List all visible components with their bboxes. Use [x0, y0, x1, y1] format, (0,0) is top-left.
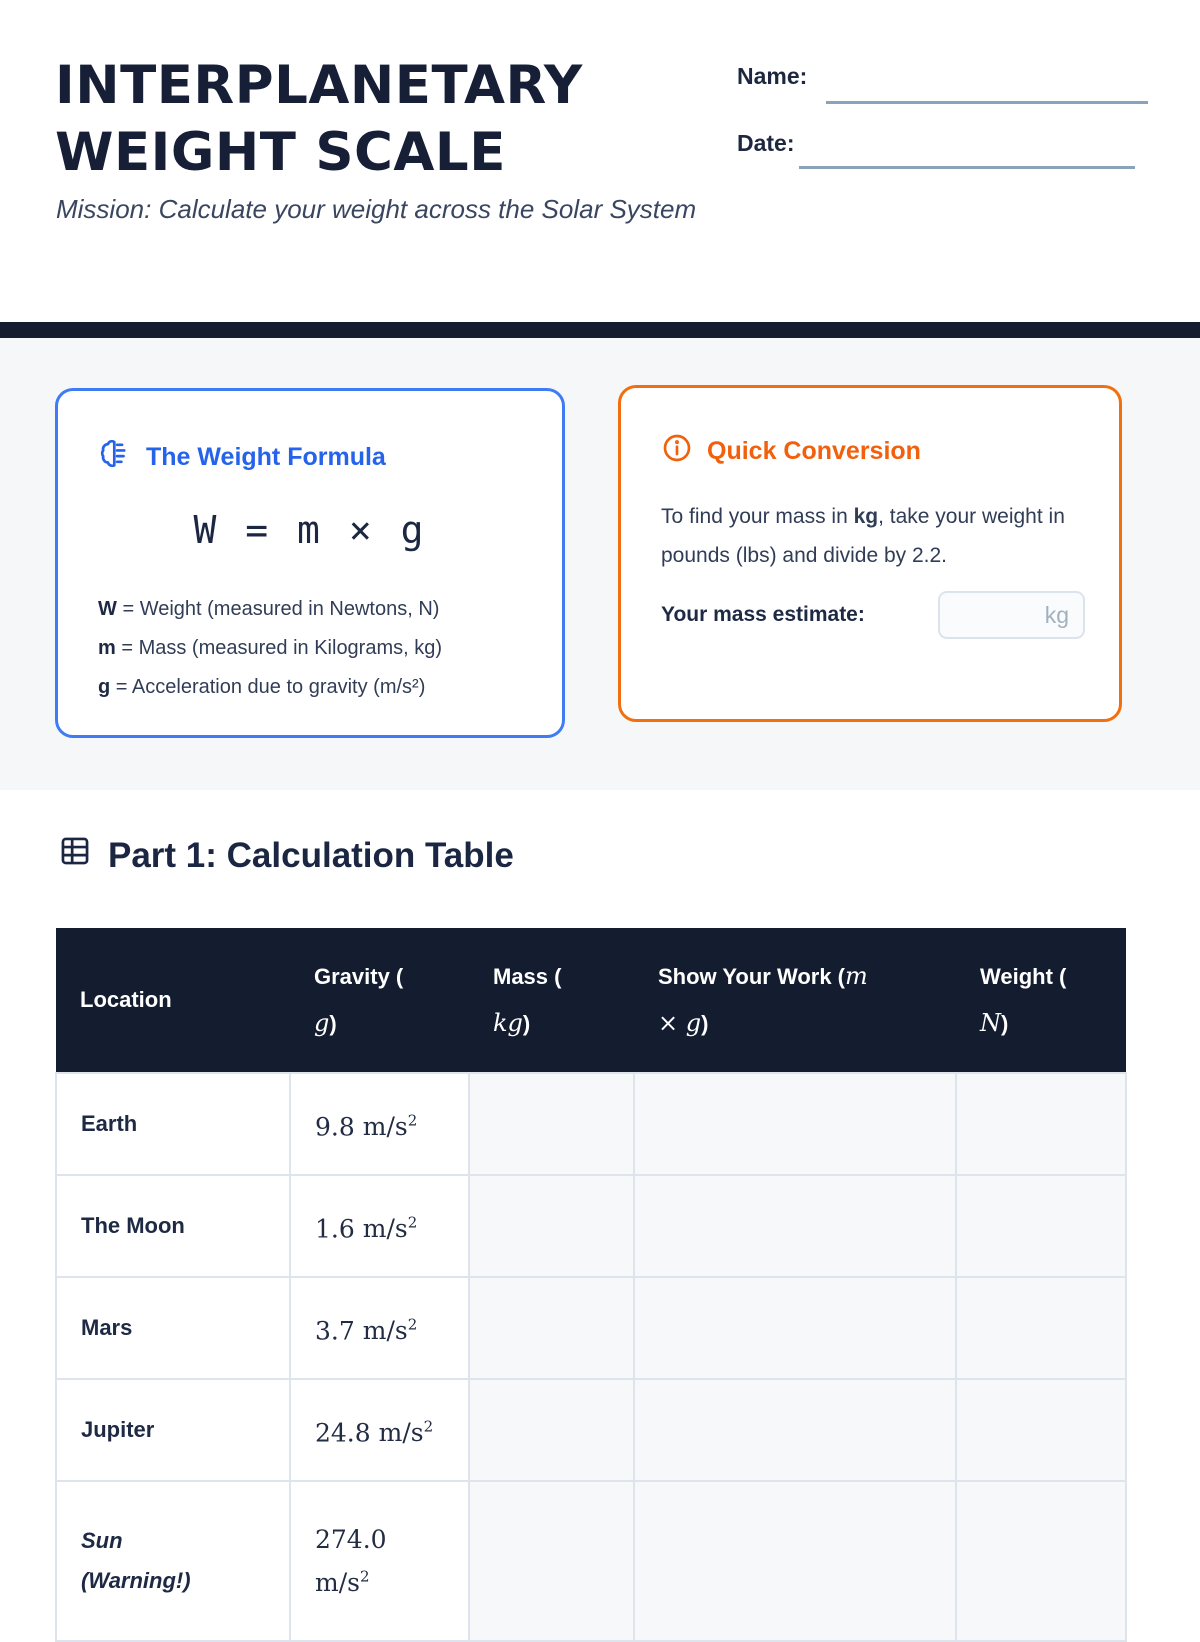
gravity-value: 1.6	[315, 1214, 355, 1244]
definition-gravity	[98, 668, 522, 707]
mass-cell	[469, 1481, 634, 1641]
part1-heading-text: Part 1: Calculation Table	[108, 835, 514, 875]
part1-heading	[58, 834, 514, 877]
gravity-exponent: 2	[407, 1213, 418, 1232]
date-label: Date:	[737, 130, 795, 156]
mass-estimate-input[interactable]	[938, 591, 1085, 639]
page-title-line1: INTERPLANETARY	[55, 55, 583, 116]
symbol-w: W	[98, 598, 117, 620]
header-text: kg	[493, 1008, 523, 1037]
definition-w-text: = Weight (measured in Newtons, N)	[122, 598, 440, 620]
column-header-gravity	[290, 928, 469, 1073]
location-cell: Mars	[56, 1277, 290, 1379]
header-text: Show Your Work (	[658, 964, 846, 989]
gravity-cell	[290, 1175, 469, 1277]
header-text: )	[522, 1010, 531, 1036]
gravity-exponent: 2	[359, 1567, 370, 1586]
header-text: Mass (	[493, 963, 562, 989]
gravity-unit: $m/s^2$	[362, 1213, 418, 1244]
work-cell	[634, 1175, 956, 1277]
text-segment: To find your mass in	[661, 505, 854, 528]
column-header-work	[634, 928, 956, 1073]
formula-definitions	[98, 590, 522, 707]
gravity-unit: $m/s^2$	[315, 1567, 370, 1597]
quick-conversion-card	[618, 385, 1122, 722]
weight-formula-card	[55, 388, 565, 738]
table-row-moon	[56, 1175, 1126, 1277]
conversion-card-heading	[661, 432, 1119, 471]
table-row-earth	[56, 1073, 1126, 1175]
weight-cell	[956, 1481, 1126, 1641]
weight-cell	[956, 1277, 1126, 1379]
formula-card-title: The Weight Formula	[146, 443, 386, 471]
table-row-jupiter	[56, 1379, 1126, 1481]
formula-card-heading	[98, 437, 562, 478]
conversion-body	[661, 497, 1091, 575]
gravity-value: 3.7	[315, 1316, 355, 1346]
mass-cell	[469, 1277, 634, 1379]
mission-subtitle: Mission: Calculate your weight across the Solar System	[56, 194, 697, 224]
work-cell	[634, 1379, 956, 1481]
calculation-table	[55, 928, 1127, 1642]
mass-cell	[469, 1379, 634, 1481]
header-text: )	[1001, 1010, 1009, 1036]
name-label: Name:	[737, 63, 808, 89]
gravity-exponent: 2	[407, 1111, 418, 1130]
gravity-value: 274.0	[315, 1525, 387, 1555]
definition-mass	[98, 629, 522, 668]
column-header-weight	[956, 928, 1126, 1073]
header-text: g	[685, 1009, 702, 1037]
location-cell: Jupiter	[56, 1379, 290, 1481]
weight-cell	[956, 1073, 1126, 1175]
table-header-row	[56, 928, 1126, 1073]
page-title	[55, 52, 583, 186]
location-cell: The Moon	[56, 1175, 290, 1277]
weight-cell	[956, 1379, 1126, 1481]
header-text: m	[845, 962, 868, 990]
gravity-unit: $m/s^2$	[362, 1315, 418, 1346]
name-write-line	[826, 101, 1148, 104]
symbol-m: m	[98, 637, 116, 659]
work-cell	[634, 1277, 956, 1379]
table-row-sun	[56, 1481, 1126, 1641]
table-row-mars	[56, 1277, 1126, 1379]
weight-formula: W = m × g	[193, 508, 427, 552]
header-text: Location	[80, 987, 172, 1012]
header-text: N	[980, 1008, 1001, 1037]
page-title-line2: WEIGHT SCALE	[55, 122, 506, 183]
conversion-card-title: Quick Conversion	[707, 437, 921, 465]
symbol-g: g	[98, 676, 111, 698]
gravity-value: 9.8	[315, 1112, 355, 1142]
gravity-cell	[290, 1481, 469, 1641]
definition-g-text: = Acceleration due to gravity (m/s²)	[115, 676, 426, 698]
brain-icon	[98, 437, 132, 478]
mass-cell	[469, 1073, 634, 1175]
gravity-unit: $m/s^2$	[362, 1111, 418, 1142]
header-text: )	[329, 1010, 337, 1036]
header-text: Gravity (	[314, 963, 404, 989]
mass-estimate-label: Your mass estimate:	[661, 603, 865, 626]
date-write-line	[799, 166, 1135, 169]
header-text: g	[314, 1008, 330, 1037]
mass-cell	[469, 1175, 634, 1277]
gravity-value: 24.8	[315, 1418, 371, 1448]
table-body	[56, 1073, 1126, 1641]
table-grid-icon	[58, 834, 92, 877]
gravity-cell	[290, 1073, 469, 1175]
info-icon	[661, 432, 693, 471]
gravity-unit: $m/s^2$	[378, 1417, 434, 1448]
column-header-location	[56, 928, 290, 1073]
header-text: )	[701, 1011, 709, 1036]
definition-weight	[98, 590, 522, 629]
gravity-cell	[290, 1379, 469, 1481]
work-cell	[634, 1073, 956, 1175]
definition-m-text: = Mass (measured in Kilograms, kg)	[121, 637, 443, 659]
header-text: ×	[658, 1009, 686, 1037]
location-cell: Sun (Warning!)	[56, 1481, 290, 1641]
divider-bar	[0, 322, 1200, 338]
weight-cell	[956, 1175, 1126, 1277]
header-text: Weight (	[980, 963, 1067, 989]
gravity-exponent: 2	[407, 1315, 418, 1334]
mass-estimate-row	[661, 591, 1085, 639]
text-segment: , take your weight in pounds (lbs) and divide by 2.2.	[661, 505, 1065, 567]
location-cell: Earth	[56, 1073, 290, 1175]
work-cell	[634, 1481, 956, 1641]
column-header-mass	[469, 928, 634, 1073]
bold-text: kg	[853, 505, 879, 528]
gravity-cell	[290, 1277, 469, 1379]
gravity-exponent: 2	[423, 1417, 434, 1436]
